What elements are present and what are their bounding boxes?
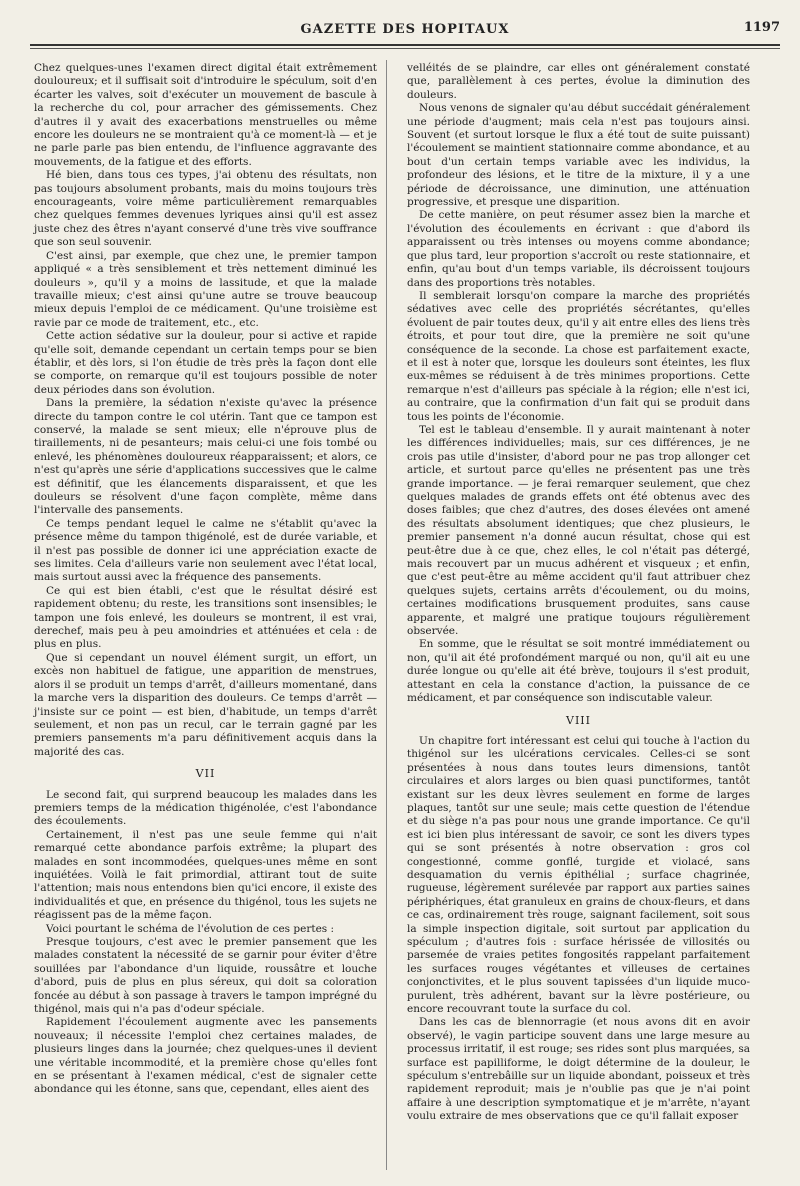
header-rule-thin — [30, 48, 780, 49]
paragraph: Ce qui est bien établi, c'est que le résultat désiré est rapidement obtenu; du reste, les transitions sont insensibles; le tampon une fois enlevé, les douleurs se montrent, il est vrai, derechef, mais peu à peu amoindries et atténuées et cela : de plus en plus. — [34, 584, 377, 651]
paragraph: En somme, que le résultat se soit montré immédiatement ou non, qu'il ait été profondément marqué ou non, qu'il ait eu une durée longue ou qu'elle ait été brève, toujours il s'est produit, attestant en cela la constance d'action, la puissance de ce médicament, et par conséquence son indiscutable valeur. — [407, 638, 750, 705]
paragraph: Certainement, il n'est pas une seule femme qui n'ait remarqué cette abondance parfois extrême; la plupart des malades en sont incommodées, quelques-unes même en sont inquiétées. Voilà le fait primordial, attirant tout de suite l'attention; mais nous entendons bien qu'ici encore, il existe des individualités et que, en présence du thigénol, tous les sujets ne réagissent pas de la même façon. — [34, 828, 377, 922]
paragraph: C'est ainsi, par exemple, que chez une, le premier tampon appliqué « a très sensiblement et très nettement diminué les douleurs », qu'il y a moins de lassitude, et que la malade travaille mieux; c'est ainsi qu'une autre se trouve beaucoup mieux depuis l'emploi de ce médicament. Qu'une troisième est ravie par ce mode de traitement, etc., etc. — [34, 249, 377, 329]
paragraph: Ce temps pendant lequel le calme ne s'établit qu'avec la présence même du tampon thigénolé, est de durée variable, et il n'est pas possible de donner ici une appréciation exacte de ses limites. Cela d'ailleurs varie non seulement avec l'état local, mais surtout aussi avec la fréquence des pansements. — [34, 517, 377, 584]
paragraph: Le second fait, qui surprend beaucoup les malades dans les premiers temps de la médication thigénolée, c'est l'abondance des écoulements. — [34, 788, 377, 828]
running-title: GAZETTE DES HOPITAUX — [300, 22, 510, 37]
paragraph: velléités de se plaindre, car elles ont généralement constaté que, parallèlement à ces pertes, évolue la diminution des douleurs. — [407, 62, 750, 101]
paragraph: Voici pourtant le schéma de l'évolution de ces pertes : — [46, 922, 335, 935]
paragraph: Dans la première, la sédation n'existe qu'avec la présence directe du tampon contre le col utérin. Tant que ce tampon est conservé, la malade se sent mieux; elle n'éprouve plus de tiraillements, ni de pesanteurs; mais celui-ci une fois tombé ou enlevé, les phénomènes douloureux réapparaissent; et alors, ce n'est qu'après une série d'applications successives que le calme est définitif, que les élancements disparaissent, et que les douleurs se résolvent d'une façon complète, même dans l'intervalle des pansements. — [34, 397, 377, 517]
paragraph: Chez quelques-unes l'examen direct digital était extrêmement douloureux; et il suffisait soit d'introduire le spéculum, soit d'en écarter les valves, soit d'exécuter un mouvement de bascule à la recherche du col, pour arracher des gémissements. Chez d'autres il y avait des exacerbations menstruelles ou même encore les douleurs ne se montraient qu'à ce moment-là — et je ne parle parle pas bien entendu, de l'influence aggravante des mouvements, de la fatigue et des efforts. — [34, 62, 377, 168]
paragraph: Hé bien, dans tous ces types, j'ai obtenu des résultats, non pas toujours absolument probants, mais du moins toujours très encourageants, voire même particulièrement remarquables chez quelques femmes devenues lyriques ainsi qu'il est assez juste chez des êtres n'ayant conservé d'une très vive souffrance que son seul souvenir. — [34, 169, 377, 249]
paragraph: Dans les cas de blennorragie (et nous avons dit en avoir observé), le vagin participe souvent dans une large mesure au processus irritatif, il est rouge; ses rides sont plus marquées, sa surface est papilliforme, le doigt détermine de la douleur, le spéculum s'entrebâille sur un liquide abondant, poisseux et très rapidement reproduit; mais je n'oublie pas que je n'ai point affaire à une description symptomatique et je m'arrête, n'ayant voulu extraire de mes observations que ce qu'il fallait exposer — [407, 1016, 750, 1123]
paragraph: Cette action sédative sur la douleur, pour si active et rapide qu'elle soit, demande cependant un certain temps pour se bien établir, et dès lors, si l'on étudie de très près la façon dont elle se comporte, on remarque qu'il est toujours possible de noter deux périodes dans son évolution. — [34, 330, 377, 396]
page-number: 1197 — [743, 20, 780, 35]
column-divider — [386, 60, 387, 1170]
paragraph: De cette manière, on peut résumer assez bien la marche et l'évolution des écoulements en écrivant : que d'abord ils apparaissent ou très intenses ou moyens comme abondance; que plus tard, leur proportion s'accroît ou reste stationnaire, et enfin, qu'au bout d'un temps variable, ils décroissent toujours dans des proportions très notables. — [407, 209, 750, 289]
paragraph: Presque toujours, c'est avec le premier pansement que les malades constatent la nécessité de se garnir pour éviter d'être souillées par l'abondance d'un liquide, roussâtre et louche d'abord, puis de plus en plus séreux, qui doit sa coloration foncée au début à son passage à travers le tampon imprégné du thigénol, mais qui n'a pas d'odeur spéciale. — [34, 936, 377, 1016]
paragraph: Il semblerait lorsqu'on compare la marche des propriétés sédatives avec celle des propriétés sécrétantes, qu'elles évoluent de pair toutes deux, qu'il y ait entre elles des liens très étroits, et pour tout dire, que la première ne soit qu'une conséquence de la seconde. La chose est parfaitement exacte, et il est à noter que, lorsque les douleurs sont éteintes, les flux eux-mêmes se réduisent à de très minimes proportions. Cette remarque n'est d'ailleurs pas spéciale à la région; elle n'est ici, au contraire, que la confirmation d'un fait qui se produit dans tous les points de l'économie. — [407, 289, 750, 423]
left-column — [34, 62, 377, 1097]
page-header — [30, 20, 780, 42]
header-rule-thick — [30, 44, 780, 46]
paragraph: Tel est le tableau d'ensemble. Il y aurait maintenant à noter les différences individuelles; mais, sur ces différences, je ne crois pas utile d'insister, d'abord pour ne pas trop allonger cet article, et surtout parce qu'elles ne présentent pas une très grande importance. — je ferai remarquer seulement, que chez quelques malades de grands effets ont été obtenus avec des doses faibles; que chez d'autres, des doses élevées ont amené des résultats absolument identiques; que chez plusieurs, le premier pansement n'a donné aucun résultat, chose qui est peut-être due à ce que, chez elles, le col n'était pas détergé, mais recouvert par un mucus adhérent et visqueux ; et enfin, que c'est peut-être au même accident qu'il faut attribuer chez quelques sujets, certains arrêts d'écoulement, ou du moins, certaines modifications brusquement produites, sans cause apparente, et malgré une pratique toujours régulièrement observée. — [407, 423, 750, 638]
paragraph: Nous venons de signaler qu'au début succédait généralement une période d'augment; mais cela n'est pas toujours ainsi. Souvent (et surtout lorsque le flux a été tout de suite puissant) l'écoulement se maintient stationnaire comme abondance, et au bout d'un certain temps variable avec les individus, la profondeur des lésions, et le titre de la mixture, il y a une période de décroissance, une diminution, une atténuation progressive, et presque une disparition. — [407, 102, 750, 209]
paragraph: Un chapitre fort intéressant est celui qui touche à l'action du thigénol sur les ulcérations cervicales. Celles-ci se sont présentées à nous dans toutes leurs dimensions, tantôt circulaires et alors larges ou bien quasi punctiformes, tantôt existant sur les deux lèvres seulement en forme de larges plaques, tantôt sur une seule; mais cette question de l'étendue et du siège n'a pas pour nous une grande importance. Ce qu'il est ici bien plus intéressant de savoir, ce sont les divers types qui se sont présentés à notre observation : gros col congestionné, comme gonflé, turgide et violacé, sans desquamation du vernis épithélial ; surface chagrinée, rugueuse, légèrement surélevée par rapport aux parties saines périphériques, état granuleux en grains de choux-fleurs, et dans ce cas, ordinairement très rouge, saignant facilement, soit sous la simple inspection digitale, soit surtout par application du spéculum ; d'autres fois : surface hérissée de villosités ou parsemée de vraies petites fongosités rappelant parfaitement les surfaces rouges végétantes et villeuses de certaines conjonctivites, et le plus souvent tapissées d'un liquide muco-purulent, très adhérent, bavant sur la lèvre postérieure, ou encore recouvrant toute la surface du col. — [407, 734, 750, 1016]
paragraph: Rapidement l'écoulement augmente avec les pansements nouveaux; il nécessite l'emploi chez certaines malades, de plusieurs linges dans la journée; chez quelques-unes il devient une véritable incommodité, et la première chose qu'elles font en se présentant à l'examen médical, c'est de signaler cette abondance qui les étonne, sans que, cependant, elles aient des — [34, 1016, 377, 1096]
paragraph: Que si cependant un nouvel élément surgit, un effort, un excès non habituel de fatigue, une apparition de menstrues, alors il se produit un temps d'arrêt, d'ailleurs momentané, dans la marche vers la disparition des douleurs. Ce temps d'arrêt — j'insiste sur ce point — est bien, d'habitude, un temps d'arrêt seulement, et non pas un recul, car le terrain gagné par les premiers pansements m'a paru définitivement acquis dans la majorité des cas. — [34, 651, 377, 758]
section-heading: VIII — [566, 713, 591, 727]
right-column — [407, 62, 750, 1124]
section-heading: VII — [195, 767, 216, 781]
